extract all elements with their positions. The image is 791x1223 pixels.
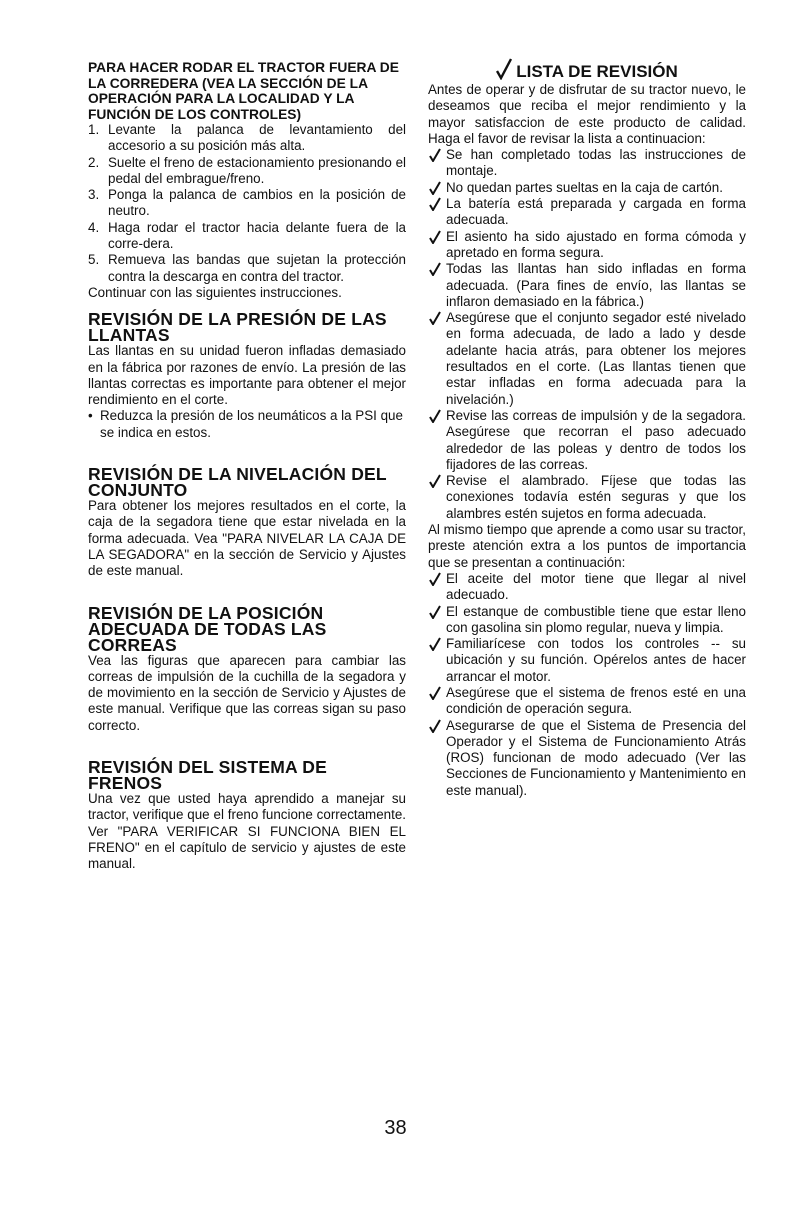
checkmark-icon [429,409,441,423]
page-number: 38 [384,1117,407,1139]
checklist-item-text: Asegúrese que el conjunto segador esté nivelado en forma adecuada, de lado a lado y desde adelante hacia atrás, para obtener los mejores resultados en el corte. (Las llantas tienen que estar infladas en forma adecuada para la nivelación.) [446,310,746,407]
checklist-item-text: El asiento ha sido ajustado en forma cómoda y apretado en forma segura. [446,228,746,260]
checkmark-icon [429,686,441,700]
checklist-item [428,685,746,718]
checklist-item-text: Revise el alambrado. Fíjese que todas las conexiones todavía estén seguras y que los alambres estén sujetos en forma adecuada. [446,473,746,521]
checklist-item-text: Todas las llantas han sido infladas en forma adecuada. (Para fines de envío, las llantas se inflaron demasiado en la fábrica.) [446,261,746,309]
checklist-intro: Antes de operar y de disfrutar de su tractor nuevo, le deseamos que reciba el mejor rendimiento y la mayor satisfaccion de este producto de calidad. Haga el favor de revisar la lista a continuacion: [428,82,746,146]
checkmark-icon [429,230,441,244]
checkmark-icon [429,474,441,488]
checkmark-icon [429,605,441,619]
section-title-brakes: REVISIÓN DEL SISTEMA DE FRENOS [88,757,327,794]
step-number: 1. [88,122,100,137]
section-title-tire-pressure: REVISIÓN DE LA PRESIÓN DE LAS LLANTAS [88,309,387,346]
checkmark-icon [429,572,441,586]
checklist-item [428,408,746,473]
checklist-heading [428,58,746,82]
checkmark-icon [429,719,441,733]
section-title-belts: REVISIÓN DE LA POSICIÓN ADECUADA DE TODAS LAS CORREAS [88,602,327,655]
checklist-item [428,571,746,604]
right-column [428,58,746,799]
checklist-title: LISTA DE REVISIÓN [516,62,678,81]
checklist-item [428,147,746,180]
step-item [88,155,406,188]
checkmark-icon [429,637,441,651]
checkmark-icon [429,181,441,195]
step-item [88,187,406,220]
checklist-item [428,229,746,262]
checklist-item-text: Asegurarse de que el Sistema de Presencia del Operador y el Sistema de Funcionamiento Atrás (ROS) funcionan de modo adecuado (Ver las Secciones de Funcionamiento y Mantenimiento en este manual). [446,717,746,798]
step-number: 4. [88,219,100,235]
checklist-item-text: La batería está preparada y cargada en forma adecuada. [446,196,746,228]
checklist-item-text: Se han completado todas las instrucciones de montaje. [446,147,746,179]
checklist-item-text: El estanque de combustible tiene que estar lleno con gasolina sin plomo regular, nueva y limpia. [446,603,746,635]
tire-pressure-bullet-text: Reduzca la presión de los neumáticos a la PSI que se indica en estos. [100,408,403,440]
brakes-text: Una vez que usted haya aprendido a manejar su tractor, verifique que el freno funcione correctamente. Ver "PARA VERIFICAR SI FUNCIONA BIEN EL FRENO" en el capítulo de servicio y ajustes de este manual. [88,791,406,872]
checklist-item-text: Asegúrese que el sistema de frenos esté en una condición de operación segura. [446,684,746,717]
step-text: Levante la palanca de levantamiento del accesorio a su posición más alta. [108,122,406,154]
checklist-item [428,196,746,229]
checkmark-icon [429,262,441,276]
checklist-item-text: Revise las correas de impulsión y de la segadora. Asegúrese que recorran el paso adecuado alrededor de las poleas y dentro de todos los fijadores de las correas. [446,407,746,472]
checklist-item [428,473,746,522]
step-item [88,122,406,155]
checklist-group-1 [428,147,746,522]
checkmark-icon [496,58,512,80]
checklist-item [428,718,746,799]
step-item [88,220,406,253]
bullet-icon: • [88,408,93,424]
checkmark-icon [429,197,441,211]
leveling-text: Para obtener los mejores resultados en el corte, la caja de la segadora tiene que estar nivelada en la forma adecuada. Vea "PARA NIVELAR LA CAJA DE LA SEGADORA" en la sección de Servicio y Ajustes de este manual. [88,498,406,579]
section-title-leveling: REVISIÓN DE LA NIVELACIÓN DEL CONJUNTO [88,464,387,501]
tire-pressure-text: Las llantas en su unidad fueron infladas demasiado en la fábrica por razones de envío. La presión de las llantas correctas es importante para obtener el mejor rendimiento en el corte. [88,343,406,408]
left-column [88,58,406,873]
step-number: 5. [88,252,100,268]
checkmark-icon [429,311,441,325]
checklist-item [428,636,746,685]
step-text: Haga rodar el tractor hacia delante fuera de la corre-dera. [108,219,406,252]
checklist-item [428,604,746,637]
step-text: Ponga la palanca de cambios en la posición de neutro. [108,187,406,219]
step-text: Remueva las bandas que sujetan la protección contra la descarga en contra del tractor. [108,252,406,284]
checklist-item [428,310,746,408]
tire-pressure-bullet [88,408,406,441]
checklist-item [428,261,746,310]
continue-text: Continuar con las siguientes instrucciones. [88,284,342,300]
checklist-item-text: No quedan partes sueltas en la caja de cartón. [446,179,723,195]
checklist-item-text: El aceite del motor tiene que llegar al nivel adecuado. [446,570,746,603]
checklist-item [428,180,746,196]
checklist-item-text: Familiarícese con todos los controles -- su ubicación y su función. Opérelos antes de hacer arrancar el motor. [446,636,746,684]
step-number: 2. [88,154,100,170]
roll-tractor-steps [88,122,406,285]
belts-text: Vea las figuras que aparecen para cambiar las correas de impulsión de la cuchilla de la segadora y de movimiento en la sección de Servicio y Ajustes de este manual. Verifique que las correas sigan su paso correcto. [88,652,406,733]
checklist-middle: Al mismo tiempo que aprende a como usar su tractor, preste atención extra a los puntos de importancia que se presentan a continuación: [428,522,746,570]
section-title-roll-tractor: PARA HACER RODAR EL TRACTOR FUERA DE LA CORREDERA (VEA LA SECCIÓN DE LA OPERACIÓN PARA LA LOCALIDAD Y LA FUNCIÓN DE LOS CONTROLES) [88,60,399,122]
step-number: 3. [88,187,100,203]
checkmark-icon [429,148,441,162]
checklist-group-2 [428,571,746,799]
step-text: Suelte el freno de estacionamiento presionando el pedal del embrague/freno. [108,154,406,186]
step-item [88,252,406,285]
